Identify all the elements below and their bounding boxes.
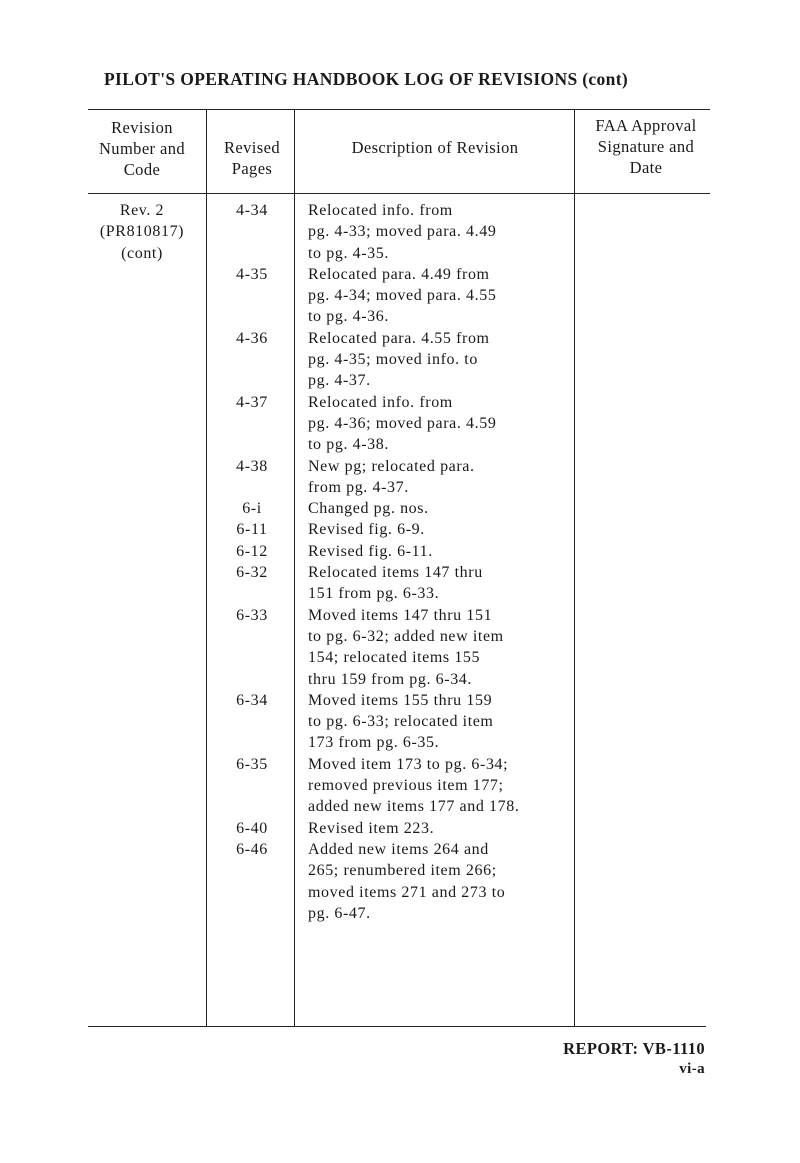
row-spacer (214, 732, 290, 753)
revision-description (308, 541, 570, 562)
revised-page-number: 6-46 (236, 840, 268, 858)
description-line: pg. 4-33; moved para. 4.49 (308, 223, 497, 241)
header-faa-approval: FAA Approval Signature and Date (595, 116, 697, 177)
description-line: Changed pg. nos. (308, 500, 429, 518)
revised-page-number: 6-34 (236, 691, 268, 709)
revised-page-entry (214, 456, 290, 499)
description-line: to pg. 4-35. (308, 244, 389, 262)
row-spacer (214, 349, 290, 370)
revised-page-number: 4-36 (236, 329, 268, 347)
row-spacer (214, 775, 290, 796)
row-spacer (214, 860, 290, 881)
revised-page-entry (214, 498, 290, 519)
description-line: pg. 4-34; moved para. 4.55 (308, 287, 497, 305)
revision-description (308, 754, 570, 818)
description-line: to pg. 6-32; added new item (308, 627, 504, 645)
revised-page-entry (214, 818, 290, 839)
description-line: removed previous item 177; (308, 777, 504, 795)
description-line: added new items 177 and 178. (308, 798, 520, 816)
page-number: vi-a (679, 1061, 705, 1077)
description-line: to pg. 6-33; relocated item (308, 713, 494, 731)
description-line: Relocated para. 4.49 from (308, 265, 490, 283)
row-spacer (214, 434, 290, 455)
description-line: Moved item 173 to pg. 6-34; (308, 755, 509, 773)
revision-description (308, 498, 570, 519)
revision-description (308, 200, 570, 264)
revised-page-number: 6-12 (236, 542, 268, 560)
revised-page-number: 6-32 (236, 564, 268, 582)
revised-page-number: 6-40 (236, 819, 268, 837)
revised-page-entry (214, 392, 290, 456)
revision-description (308, 392, 570, 456)
revised-page-entry (214, 200, 290, 264)
description-line: New pg; relocated para. (308, 457, 475, 475)
revision-code (80, 200, 204, 264)
header-description: Description of Revision (351, 138, 519, 157)
header-bottom-rule (88, 193, 710, 194)
column-divider-3 (574, 109, 575, 1026)
revision-description (308, 690, 570, 754)
description-line: 151 from pg. 6-33. (308, 585, 440, 603)
row-spacer (214, 882, 290, 903)
revised-page-number: 6-35 (236, 755, 268, 773)
revised-page-number: 6-11 (236, 521, 268, 539)
description-line: Revised fig. 6-11. (308, 542, 433, 560)
description-line: to pg. 4-38. (308, 436, 389, 454)
description-line: Revised fig. 6-9. (308, 521, 425, 539)
revised-page-entry (214, 328, 290, 392)
row-spacer (214, 285, 290, 306)
description-line: thru 159 from pg. 6-34. (308, 670, 473, 688)
row-spacer (214, 243, 290, 264)
revised-page-number: 4-37 (236, 393, 268, 411)
revised-page-entry (214, 264, 290, 328)
column-divider-1 (206, 109, 207, 1026)
row-spacer (214, 711, 290, 732)
description-line: moved items 271 and 273 to (308, 883, 506, 901)
row-spacer (214, 903, 290, 924)
table-top-rule (88, 109, 710, 110)
row-spacer (214, 669, 290, 690)
description-line: pg. 4-37. (308, 372, 371, 390)
description-line: 265; renumbered item 266; (308, 862, 497, 880)
revision-description (308, 605, 570, 690)
row-spacer (214, 647, 290, 668)
revised-page-entry (214, 754, 290, 818)
revision-description (308, 562, 570, 605)
row-spacer (214, 583, 290, 604)
revised-pages-column (214, 200, 290, 924)
row-spacer (214, 370, 290, 391)
table-bottom-rule (88, 1026, 706, 1027)
row-spacer (214, 306, 290, 327)
report-number: REPORT: VB-1110 (563, 1039, 705, 1058)
description-line: Relocated info. from (308, 393, 453, 411)
revised-page-number: 6-i (242, 500, 262, 518)
header-revised-pages: Revised Pages (224, 138, 280, 178)
description-line: Relocated info. from (308, 202, 453, 219)
revised-page-number: 4-35 (236, 265, 268, 283)
revised-page-number: 4-38 (236, 457, 268, 475)
description-line: pg. 4-35; moved info. to (308, 351, 478, 369)
row-spacer (214, 477, 290, 498)
description-line: 173 from pg. 6-35. (308, 734, 440, 752)
row-spacer (214, 626, 290, 647)
description-line: Relocated items 147 thru (308, 564, 483, 582)
revised-page-entry (214, 839, 290, 924)
revision-code-line: Rev. 2 (119, 202, 165, 219)
revision-description (308, 818, 570, 839)
revision-description (308, 456, 570, 499)
row-spacer (214, 413, 290, 434)
description-line: Relocated para. 4.55 from (308, 329, 490, 347)
description-line: Moved items 155 thru 159 (308, 691, 493, 709)
revised-page-entry (214, 541, 290, 562)
row-spacer (214, 221, 290, 242)
revision-code-line: (cont) (121, 244, 163, 262)
revised-page-entry (214, 605, 290, 690)
revised-page-entry (214, 690, 290, 754)
description-line: pg. 4-36; moved para. 4.59 (308, 414, 497, 432)
revised-page-number: 6-33 (236, 606, 268, 624)
revision-description (308, 328, 570, 392)
revision-description (308, 839, 570, 924)
column-divider-2 (294, 109, 295, 1026)
revised-page-entry (214, 519, 290, 540)
description-line: Added new items 264 and (308, 840, 489, 858)
description-column (308, 200, 570, 924)
description-line: Moved items 147 thru 151 (308, 606, 493, 624)
revision-description (308, 264, 570, 328)
revision-code-line: (PR810817) (99, 223, 185, 241)
description-line: from pg. 4-37. (308, 478, 409, 496)
row-spacer (214, 796, 290, 817)
description-line: to pg. 4-36. (308, 308, 389, 326)
page-title: PILOT'S OPERATING HANDBOOK LOG OF REVISIONS (cont) (104, 69, 629, 89)
revision-description (308, 519, 570, 540)
description-line: 154; relocated items 155 (308, 649, 481, 667)
header-revision-number: Revision Number and Code (98, 118, 186, 179)
revised-page-entry (214, 562, 290, 605)
description-line: Revised item 223. (308, 819, 435, 837)
description-line: pg. 6-47. (308, 904, 371, 922)
revised-page-number: 4-34 (236, 202, 268, 219)
